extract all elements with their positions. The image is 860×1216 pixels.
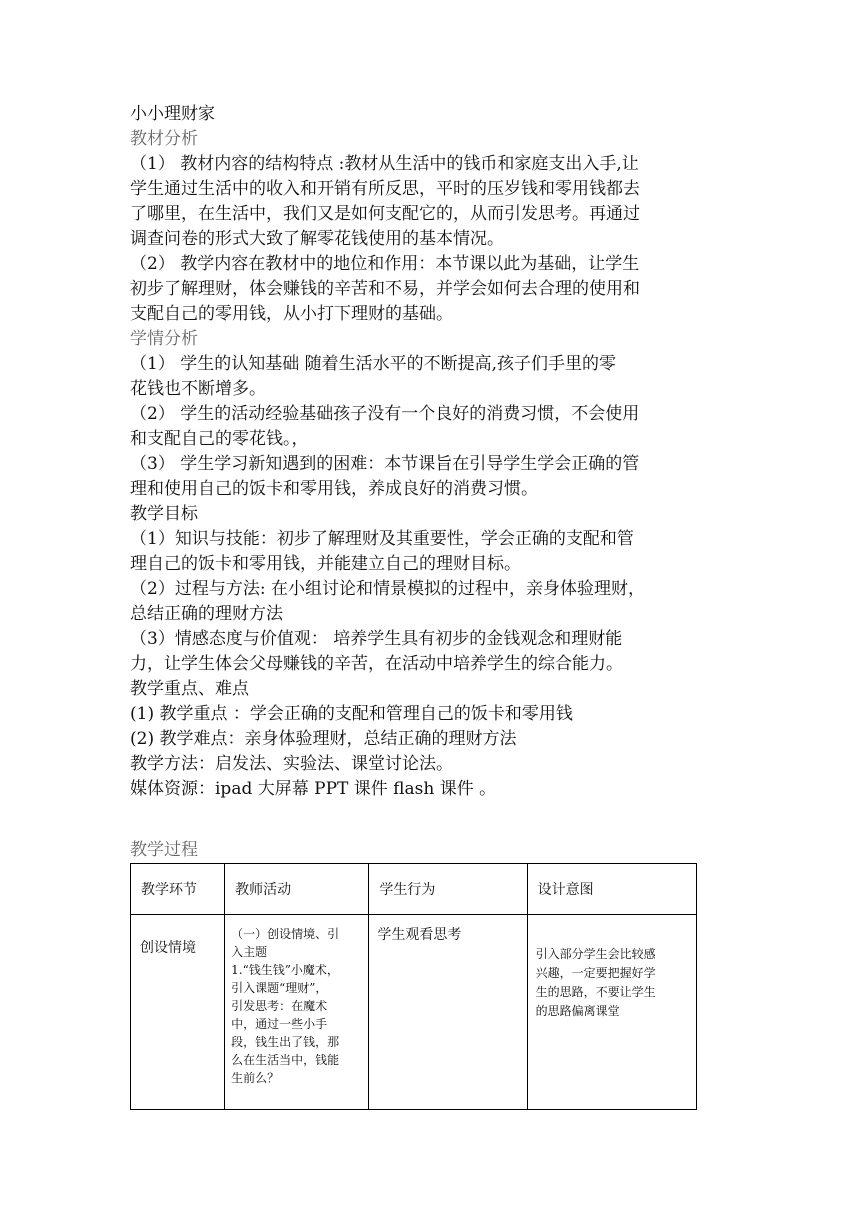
table-header-cell: 教学环节 — [131, 864, 225, 915]
cell-line: 1.“钱生钱”小魔术， — [231, 963, 339, 977]
document-title: 小小理财家 — [130, 104, 215, 124]
table-header-cell: 教师活动 — [225, 864, 369, 915]
cell-line: 中，通过一些小手 — [231, 1017, 328, 1031]
cell-line: 生前么？ — [231, 1071, 280, 1085]
paragraph-line: 和支配自己的零花钱。， — [130, 429, 309, 449]
paragraph-line: （3） 学生学习新知遇到的困难：本节课旨在引导学生学会正确的管 — [130, 454, 640, 474]
paragraph-line: （1）知识与技能：初步了解理财及其重要性，学会正确的支配和管 — [130, 529, 634, 549]
paragraph-line: 学生通过生活中的收入和开销有所反思，平时的压岁钱和零用钱都去 — [130, 179, 640, 199]
teacher-activity-cell — [225, 915, 369, 1110]
cell-line: 的思路偏离课堂 — [535, 1004, 620, 1018]
table-header-cell: 学生行为 — [369, 864, 527, 915]
paragraph-line: 理自己的饭卡和零用钱，并能建立自己的理财目标。 — [130, 554, 521, 574]
heading-teaching-goals: 教学目标 — [130, 504, 198, 524]
paragraph-line: （2） 学生的活动经验基础孩子没有一个良好的消费习惯，不会使用 — [130, 404, 640, 424]
table-header-row — [131, 864, 697, 915]
cell-line: 入主题 — [231, 945, 268, 959]
document-body — [130, 102, 730, 802]
heading-teaching-process: 教学过程 — [130, 840, 198, 860]
paragraph-line: 调查问卷的形式大致了解零花钱使用的基本情况。 — [130, 229, 504, 249]
cell-line: 引入课题“理财”， — [231, 981, 328, 995]
paragraph-line: （1） 学生的认知基础 随着生活水平的不断提高,孩子们手里的零 — [130, 354, 617, 374]
paragraph-line: 支配自己的零用钱，从小打下理财的基础。 — [130, 304, 453, 324]
cell-line: 引发思考：在魔术 — [231, 999, 328, 1013]
teaching-methods-line: 教学方法：启发法、实验法、课堂讨论法。 — [130, 754, 453, 774]
paragraph-line: （2） 教学内容在教材中的地位和作用：本节课以此为基础，让学生 — [130, 254, 640, 274]
paragraph-line: （3）情感态度与价值观： 培养学生具有初步的金钱观念和理财能 — [130, 629, 623, 649]
paragraph-line: 力，让学生体会父母赚钱的辛苦，在活动中培养学生的综合能力。 — [130, 654, 623, 674]
cell-line: 么在生活当中，钱能 — [231, 1053, 340, 1067]
heading-key-points: 教学重点、难点 — [130, 679, 249, 699]
paragraph-line: （2）过程与方法: 在小组讨论和情景模拟的过程中，亲身体验理财， — [130, 579, 645, 599]
paragraph-line: 理和使用自己的饭卡和零用钱，养成良好的消费习惯。 — [130, 479, 538, 499]
paragraph-line: 了哪里，在生活中，我们又是如何支配它的，从而引发思考。再通过 — [130, 204, 640, 224]
stage-cell: 创设情境 — [131, 915, 225, 1110]
paragraph-line: 总结正确的理财方法 — [130, 604, 283, 624]
cell-line: 生的思路，不要让学生 — [535, 985, 656, 999]
teaching-process-table — [130, 863, 697, 1110]
paragraph-line: 花钱也不断增多。 — [130, 379, 266, 399]
key-point-line: (1) 教学重点 ：学会正确的支配和管理自己的饭卡和零用钱 — [130, 704, 573, 724]
cell-line: （一）创设情境、引 — [231, 927, 340, 941]
difficult-point-line: (2) 教学难点：亲身体验理财，总结正确的理财方法 — [130, 729, 517, 749]
media-resources-line: 媒体资源：ipad 大屏幕 PPT 课件 flash 课件 。 — [130, 779, 497, 799]
table-row — [131, 915, 697, 1110]
heading-textbook-analysis: 教材分析 — [130, 129, 198, 149]
cell-line: 段，钱生出了钱，那 — [231, 1035, 340, 1049]
heading-learner-analysis: 学情分析 — [130, 329, 198, 349]
student-behavior-cell: 学生观看思考 — [369, 915, 527, 1110]
paragraph-line: 初步了解理财，体会赚钱的辛苦和不易，并学会如何去合理的使用和 — [130, 279, 640, 299]
paragraph-line: （1） 教材内容的结构特点 :教材从生活中的钱币和家庭支出入手,让 — [130, 154, 639, 174]
cell-line: 兴趣，一定要把握好学 — [535, 966, 656, 980]
design-intent-cell — [527, 915, 696, 1110]
table-header-cell: 设计意图 — [527, 864, 696, 915]
cell-line: 引入部分学生会比较感 — [535, 947, 656, 961]
